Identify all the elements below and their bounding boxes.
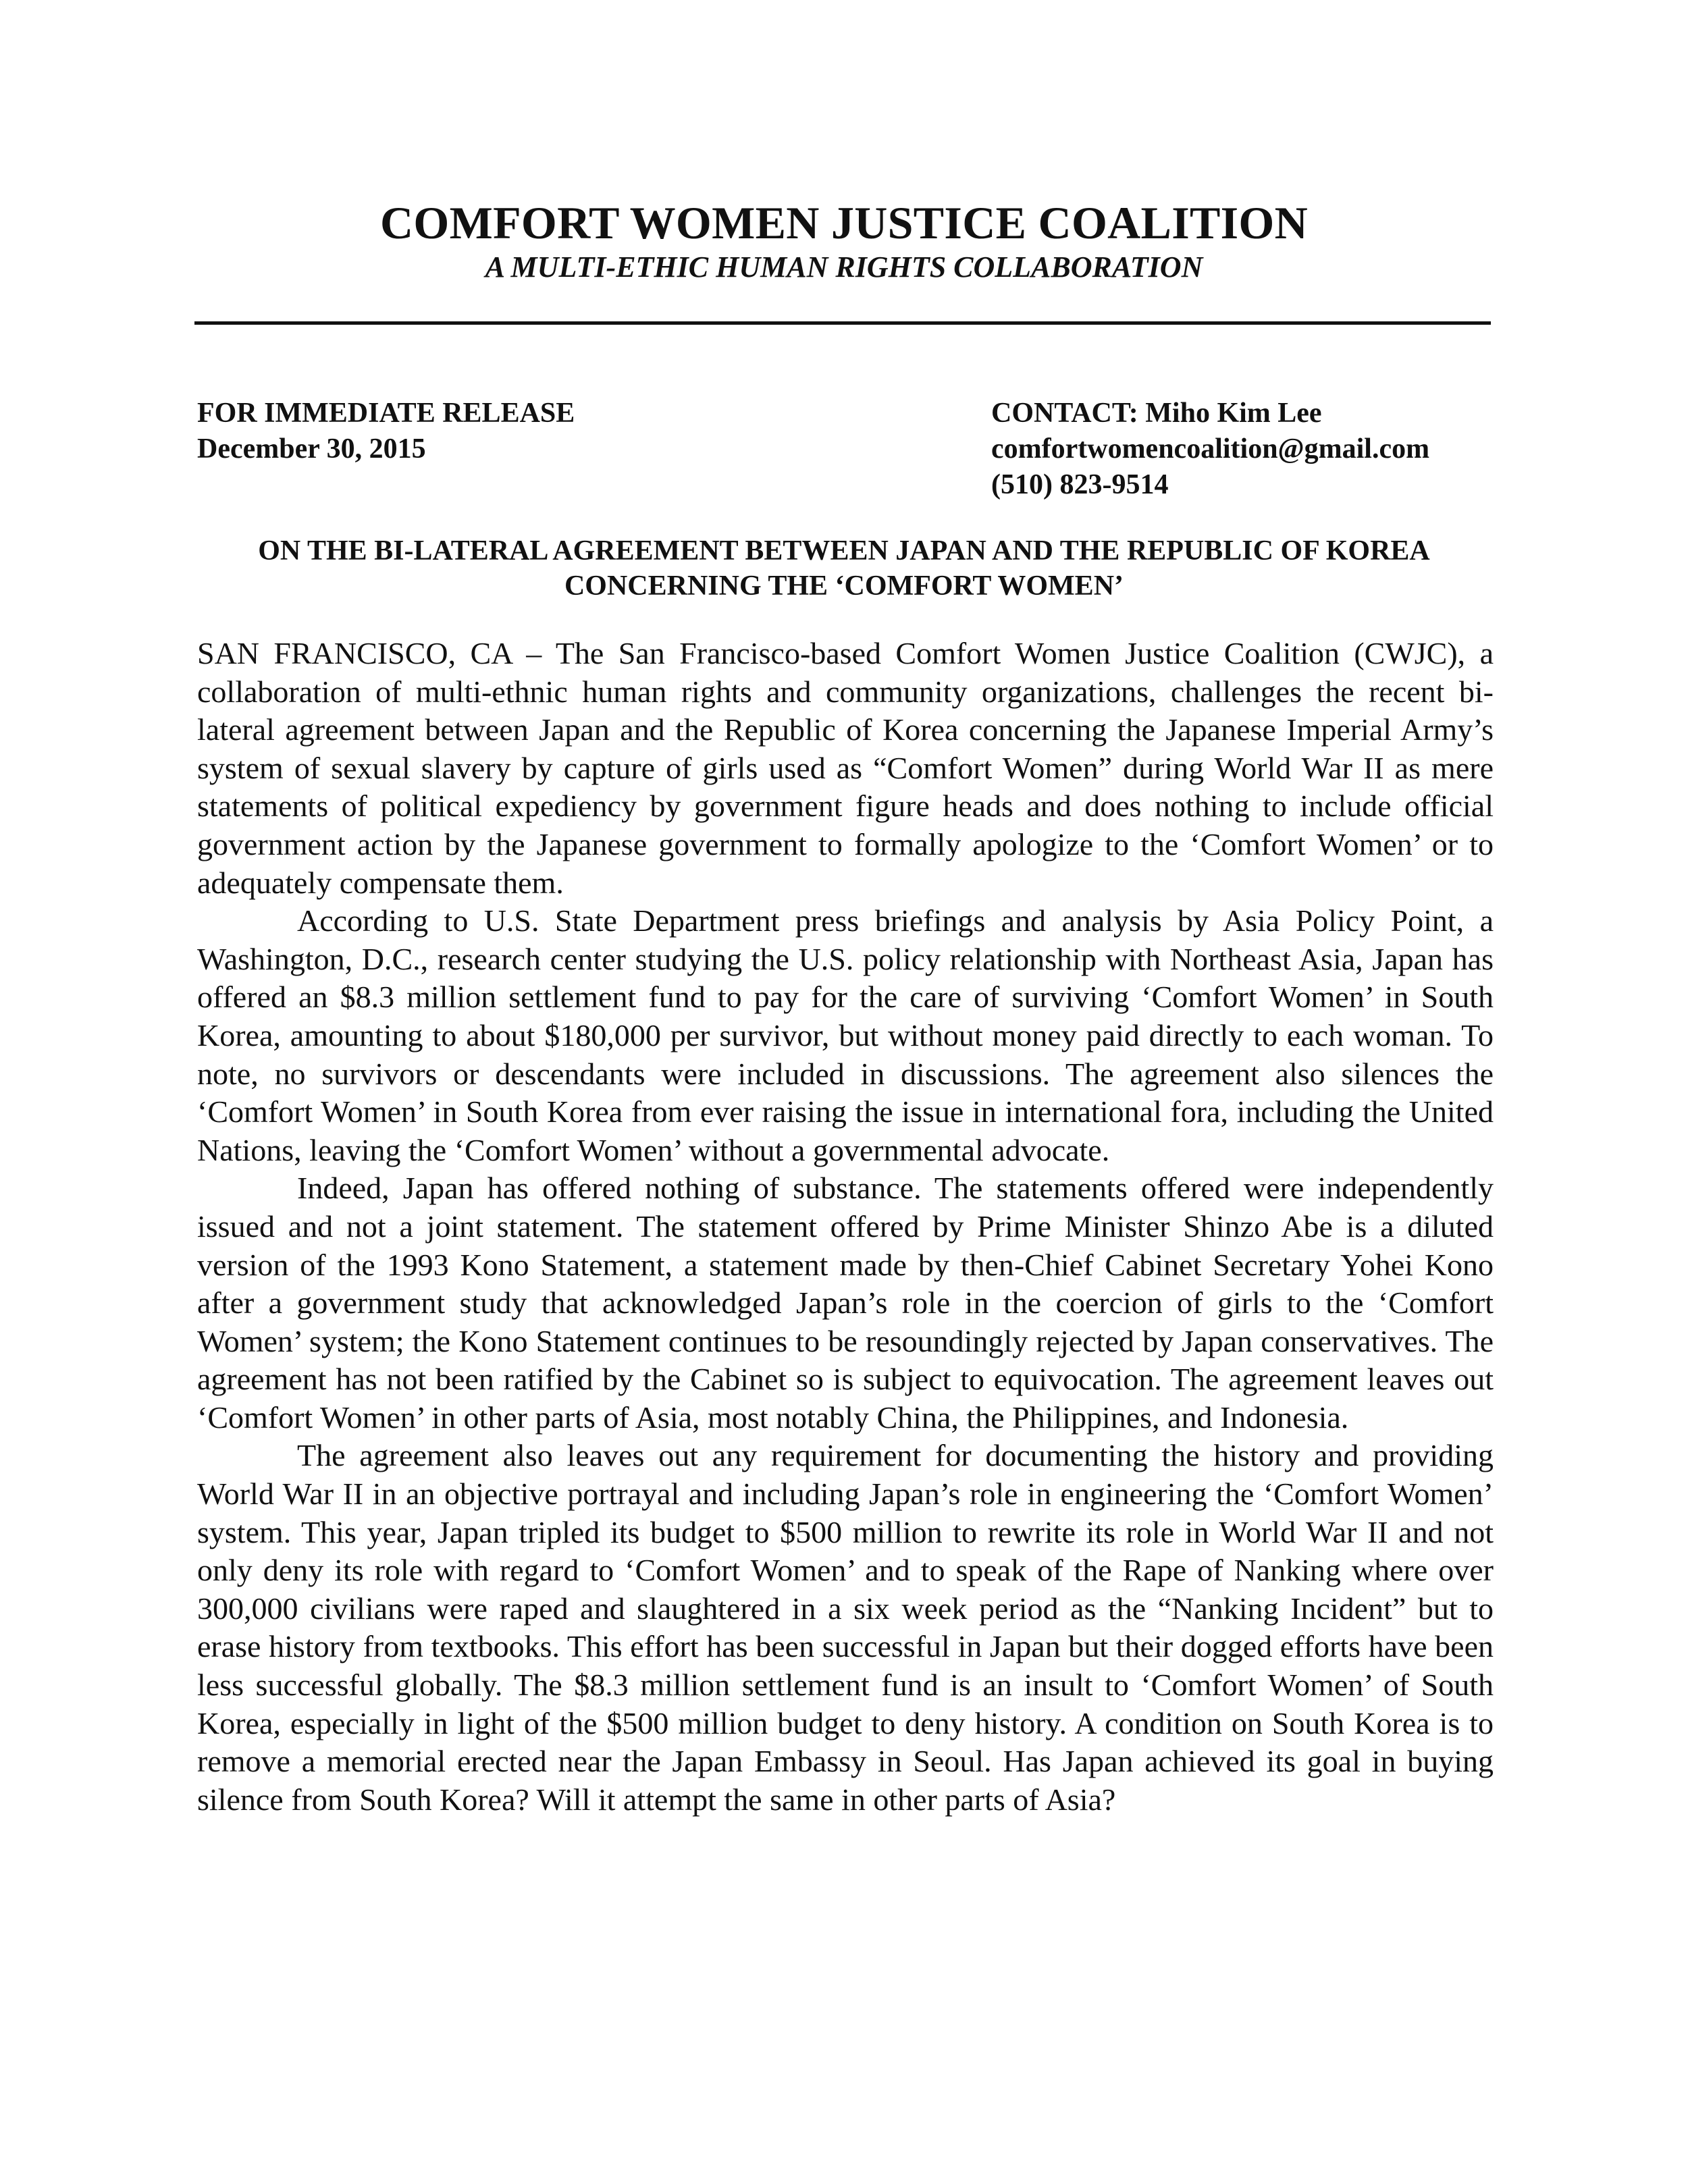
body-paragraph-1: SAN FRANCISCO, CA – The San Francisco-based Comfort Women Justice Coalition (CWJC), a collaboration of multi-ethnic human rights and community organizations, challenges the recent bi-lateral agreement between Japan and the Republic of Korea concerning the Japanese Imperial Army’s system of sexual slavery by capture of girls used as “Comfort Women” during World War II as mere statements of political expediency by government figure heads and does nothing to include official government action by the Japanese government to formally apologize to the ‘Comfort Women’ or to adequately compensate them. xyxy=(197,636,1494,900)
contact-phone: (510) 823-9514 xyxy=(991,469,1169,500)
header-divider xyxy=(194,321,1491,325)
contact-info xyxy=(991,396,1429,503)
body-paragraph-4: The agreement also leaves out any requirement for documenting the history and providing World War II in an objective portrayal and including Japan’s role in engineering the ‘Comfort Women’ system. This year, Japan tripled its budget to $500 million to rewrite its role in World War II and not only deny its role with regard to ‘Comfort Women’ and to speak of the Rape of Nanking where over 300,000 civilians were raped and slaughtered in a six week period as the “Nanking Incident” but to erase history from textbooks. This effort has been successful in Japan but their dogged efforts have been less successful globally. The $8.3 million settlement fund is an insult to ‘Comfort Women’ of South Korea, especially in light of the $500 million budget to deny history. A condition on South Korea is to remove a memorial erected near the Japan Embassy in Seoul. Has Japan achieved its goal in buying silence from South Korea? Will it attempt the same in other parts of Asia? xyxy=(197,1438,1494,1817)
release-label: FOR IMMEDIATE RELEASE xyxy=(197,398,575,429)
contact-email: comfortwomencoalition@gmail.com xyxy=(991,433,1430,464)
body-paragraph-2: According to U.S. State Department press briefings and analysis by Asia Policy Point, a Washington, D.C., research center studying the U.S. policy relationship with Northeast Asia, Japan has offered an $8.3 million settlement fund to pay for the care of surviving ‘Comfort Women’ in South Korea, amounting to about $180,000 per survivor, but without money paid directly to each woman. To note, no survivors or descendants were included in discussions. The agreement also silences the ‘Comfort Women’ in South Korea from ever raising the issue in international fora, including the United Nations, leaving the ‘Comfort Women’ without a governmental advocate. xyxy=(197,903,1494,1167)
contact-name: CONTACT: Miho Kim Lee xyxy=(991,398,1322,429)
organization-title: COMFORT WOMEN JUSTICE COALITION xyxy=(379,197,1308,248)
release-date: December 30, 2015 xyxy=(197,433,426,464)
release-body xyxy=(197,635,1494,1819)
release-info xyxy=(197,396,575,467)
organization-subtitle: A MULTI-ETHIC HUMAN RIGHTS COLLABORATION xyxy=(485,250,1203,284)
release-headline xyxy=(162,533,1526,604)
headline-line-2: CONCERNING THE ‘COMFORT WOMEN’ xyxy=(564,570,1124,602)
headline-line-1: ON THE BI-LATERAL AGREEMENT BETWEEN JAPAN AND THE REPUBLIC OF KOREA xyxy=(258,535,1430,566)
body-paragraph-3: Indeed, Japan has offered nothing of substance. The statements offered were independently issued and not a joint statement. The statement offered by Prime Minister Shinzo Abe is a diluted version of the 1993 Kono Statement, a statement made by then-Chief Cabinet Secretary Yohei Kono after a government study that acknowledged Japan’s role in the coercion of girls to the ‘Comfort Women’ system; the Kono Statement continues to be resoundingly rejected by Japan conservatives. The agreement has not been ratified by the Cabinet so is subject to equivocation. The agreement leaves out ‘Comfort Women’ in other parts of Asia, most notably China, the Philippines, and Indonesia. xyxy=(197,1171,1494,1435)
